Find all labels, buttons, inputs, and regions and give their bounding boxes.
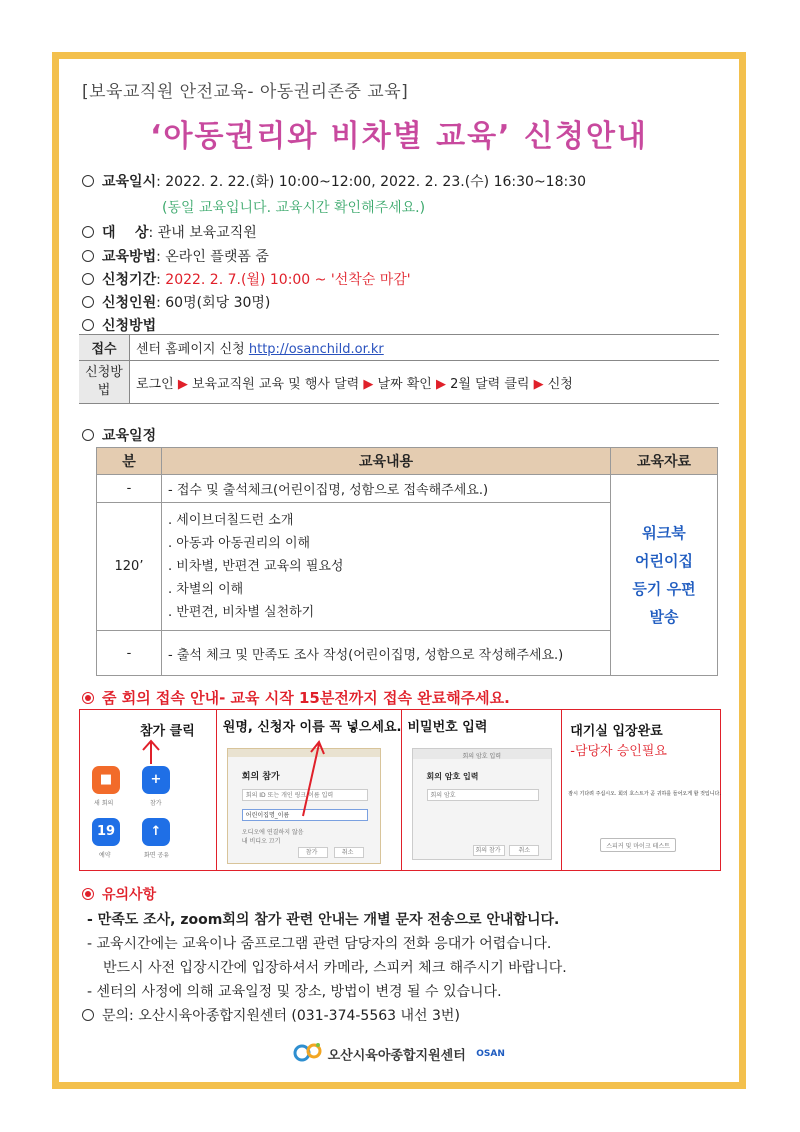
step-password: 비밀번호 입력 회의 암호 입력 회의 암호 입력 회의 암호 회의 참가 취소 [402, 710, 563, 870]
apply-steps: 로그인 ▶ 보육교직원 교육 및 행사 달력 ▶ 날짜 확인 ▶ 2월 달력 클릭 ▶ 신청 [130, 361, 720, 404]
password-dialog: 회의 암호 입력 회의 암호 입력 회의 암호 회의 참가 취소 [412, 748, 552, 860]
new-meeting-icon: ■ [92, 766, 120, 794]
note-line-4: - 센터의 사정에 의해 교육일정 및 장소, 방법이 변경 될 수 있습니다. [87, 984, 502, 1000]
zoom-heading: 줌 회의 접속 안내- 교육 시작 15분전까지 접속 완료해주세요. [82, 687, 510, 708]
join-dialog: 회의 참가 회의 ID 또는 개인 링크 이름 입력 어린이집명_이름 오디오에 연결하지 않음 내 비디오 끄기 참가 취소 [227, 748, 381, 864]
info-method: 교육방법: 온라인 플랫폼 줌 [82, 246, 269, 266]
osan-logo: OSAN [476, 1049, 505, 1059]
kicker: [보육교직원 안전교육- 아동권리존중 교육] [82, 82, 409, 102]
note-line-1: - 만족도 조사, zoom회의 참가 관련 안내는 개별 문자 전송으로 안내합니다. [87, 912, 560, 928]
apply-head-1: 접수 [79, 335, 130, 361]
apply-table: 접수 센터 홈페이지 신청 http://osanchild.or.kr 신청방법 로그인 ▶ 보육교직원 교육 및 행사 달력 ▶ 날짜 확인 ▶ 2월 달력 클릭 ▶ 신청 [79, 334, 719, 404]
page-title: ‘아동권리와 비차별 교육’ 신청안내 [150, 119, 648, 154]
schedule-label: 교육일정 [82, 425, 156, 445]
footer-logo: 오산시육아종합지원센터 OSAN [59, 1041, 739, 1067]
step-join-click: 참가 클릭 ■ 새 회의 + 참가 19 예약 ↑ 화면 공유 [80, 710, 217, 870]
share-screen-icon: ↑ [142, 818, 170, 846]
info-count: 신청인원: 60명(회당 30명) [82, 292, 270, 312]
materials-cell: 워크북 어린이집 등기 우편 발송 [611, 475, 718, 676]
notes-heading: 유의사항 [82, 884, 156, 904]
homepage-link[interactable]: http://osanchild.or.kr [248, 342, 384, 357]
schedule-icon: 19 [92, 818, 120, 846]
join-icon[interactable]: + [142, 766, 170, 794]
schedule-table: 분 교육내용 교육자료 - - 접수 및 출석체크(어린이집명, 성함으로 접속해주세요.) 워크북 어린이집 등기 우편 발송 120’ . 세이브더칠드런 소개 . 아동과 아동권리의 이해 . 비차별, 반편견 교육의 필요성 . 차별의 이해 . 반편견, 비차별 실천하기 - - 출석 체크 및 만족도 조사 작성(어린이집명, 성함으로 작성해주세요.) [96, 447, 718, 676]
contact: 문의: 오산시육아종합지원센터 (031-374-5563 내선 3번) [82, 1005, 460, 1025]
arrow-up-icon [297, 738, 327, 818]
info-period: 신청기간: 2022. 2. 7.(월) 10:00 ~ '선착순 마감' [82, 269, 411, 289]
center-logo-icon [293, 1041, 323, 1067]
arrow-up-icon [140, 738, 162, 764]
note-line-2: - 교육시간에는 교육이나 줌프로그램 관련 담당자의 전화 응대가 어렵습니다. [87, 936, 552, 952]
note-line-3: 반드시 사전 입장시간에 입장하셔서 카메라, 스피커 체크 해주시기 바랍니다. [103, 960, 567, 976]
info-apply: 신청방법 [82, 315, 156, 335]
step-waiting-room: 대기실 입장완료 -담당자 승인필요 잠시 기다려 주십시오. 회의 호스트가 곧 귀하를 들어오게 할 것입니다. 스피커 및 마이크 테스트 [568, 724, 721, 850]
info-date-note: (동일 교육입니다. 교육시간 확인해주세요.) [162, 200, 426, 216]
step-enter-name: 원명, 신청자 이름 꼭 넣으세요. 회의 참가 회의 ID 또는 개인 링크 이름 입력 어린이집명_이름 오디오에 연결하지 않음 내 비디오 끄기 참가 취소 [217, 710, 402, 870]
zoom-steps [79, 709, 721, 871]
schedule-items: . 세이브더칠드런 소개 . 아동과 아동권리의 이해 . 비차별, 반편견 교육의 필요성 . 차별의 이해 . 반편견, 비차별 실천하기 [162, 503, 611, 631]
apply-head-2: 신청방법 [79, 361, 130, 404]
speaker-test-button[interactable]: 스피커 및 마이크 테스트 [606, 843, 670, 850]
page-frame [52, 52, 746, 1089]
info-date: 교육일시: 2022. 2. 22.(화) 10:00~12:00, 2022. 2. 23.(수) 16:30~18:30 [82, 171, 586, 191]
info-target: 대 상: 관내 보육교직원 [82, 222, 257, 242]
